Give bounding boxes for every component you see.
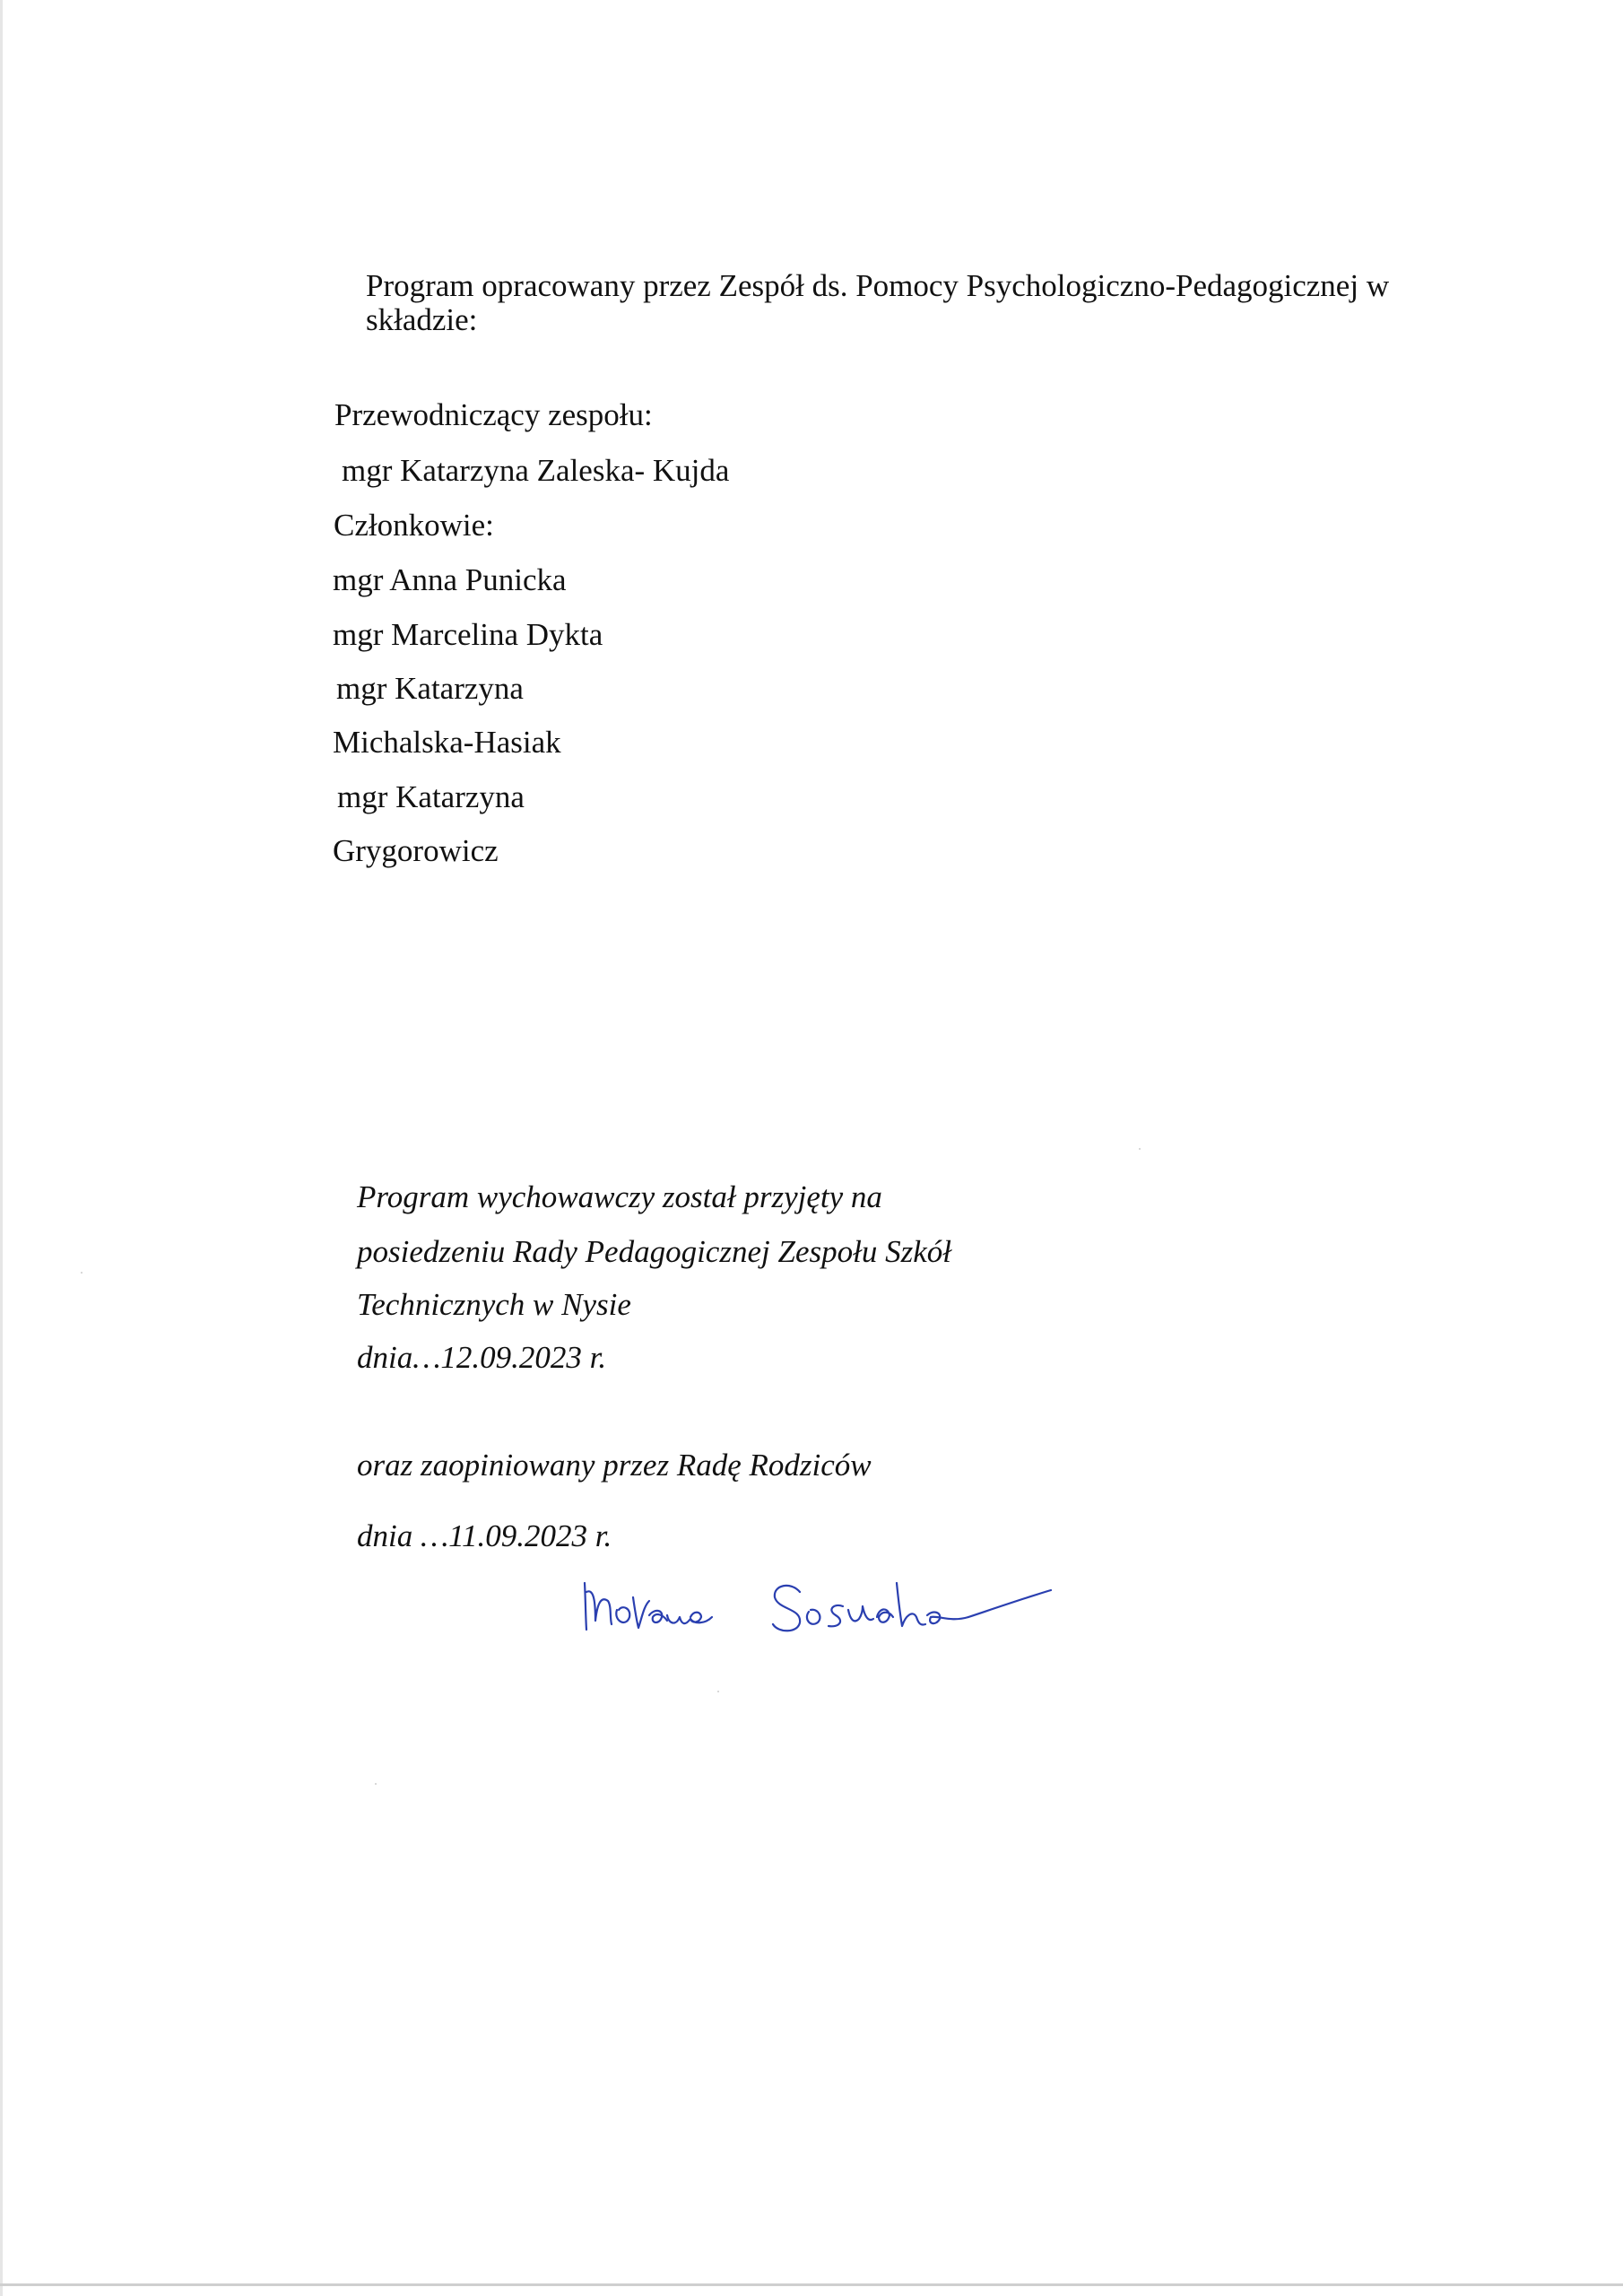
member-line: mgr Anna Punicka [333, 562, 567, 597]
approval-line-3: Technicznych w Nysie [357, 1287, 631, 1322]
member-line: Michalska-Hasiak [333, 725, 561, 760]
scan-speck [375, 1783, 377, 1785]
approval-date-1: dnia…12.09.2023 r. [357, 1340, 607, 1375]
member-line: mgr Katarzyna [336, 671, 524, 706]
member-line: Grygorowicz [333, 833, 499, 868]
scan-edge-bottom [0, 2283, 1623, 2286]
opinion-line: oraz zaopiniowany przez Radę Rodziców [357, 1448, 872, 1483]
member-line: mgr Katarzyna [337, 779, 525, 814]
chair-label: Przewodniczący zespołu: [334, 397, 653, 432]
scan-edge-left [0, 0, 3, 2296]
members-label: Członkowie: [334, 508, 494, 543]
chair-name: mgr Katarzyna Zaleska- Kujda [342, 453, 730, 488]
approval-date-2: dnia …11.09.2023 r. [357, 1518, 612, 1553]
scan-speck [717, 1691, 719, 1692]
intro-paragraph: Program opracowany przez Zespół ds. Pomocy Psychologiczno-Pedagogicznej w składzie: [366, 268, 1390, 337]
scan-speck [81, 1272, 82, 1274]
approval-line-1: Program wychowawczy został przyjęty na [357, 1179, 882, 1214]
scan-speck [1139, 1148, 1141, 1150]
member-line: mgr Marcelina Dykta [333, 617, 603, 652]
approval-line-2: posiedzeniu Rady Pedagogicznej Zespołu Szkół [357, 1234, 951, 1269]
handwritten-signature [574, 1565, 1058, 1646]
